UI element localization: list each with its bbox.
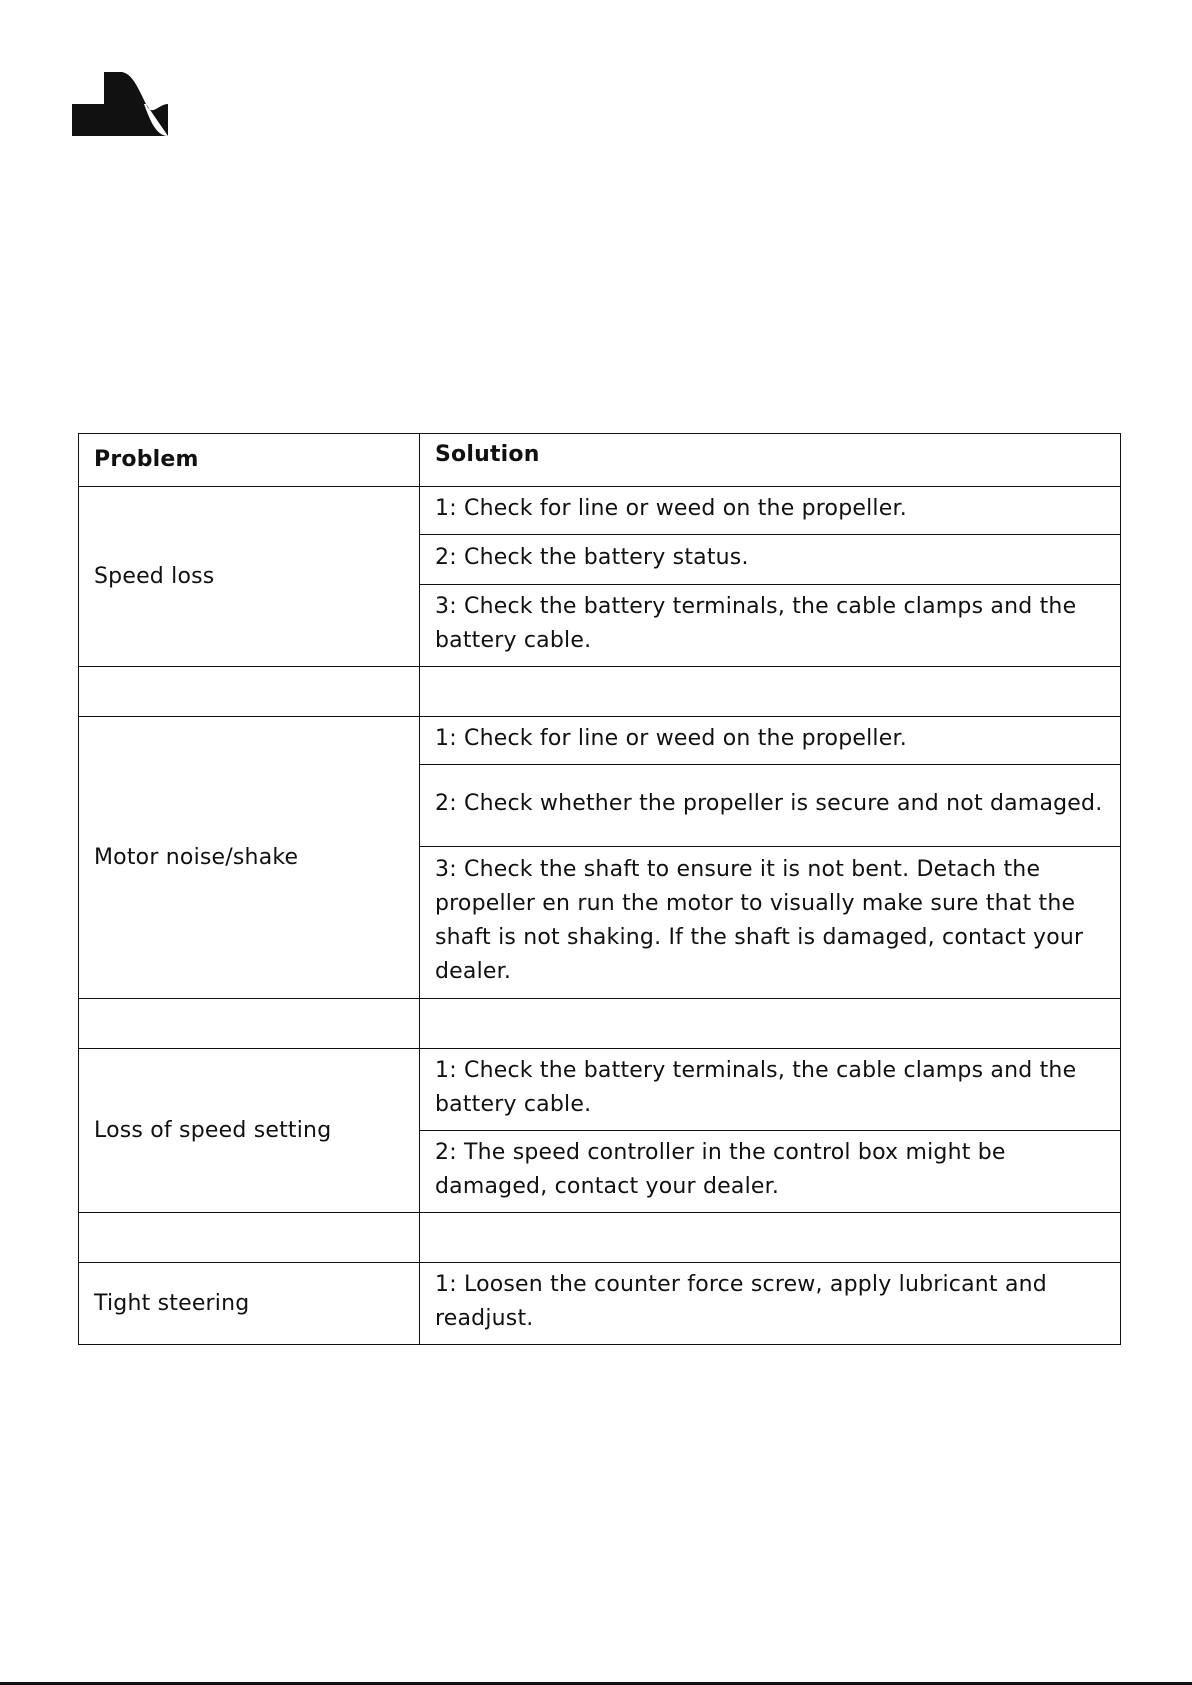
troubleshooting-table bbox=[78, 433, 1121, 1345]
solution-cell: 1: Check the battery terminals, the cable clamps and the battery cable. bbox=[420, 1049, 1121, 1131]
empty-row bbox=[79, 1213, 1121, 1263]
solution-cell: 3: Check the shaft to ensure it is not bent. Detach the propeller en run the motor to visually make sure that the shaft is not shaking. If the shaft is damaged, contact your dealer. bbox=[420, 847, 1121, 999]
empty-cell bbox=[79, 1213, 420, 1263]
table-row bbox=[79, 1263, 1121, 1345]
problem-cell: Loss of speed setting bbox=[79, 1049, 420, 1213]
solution-cell: 1: Check for line or weed on the propeller. bbox=[420, 717, 1121, 765]
empty-cell bbox=[420, 667, 1121, 717]
empty-cell bbox=[79, 999, 420, 1049]
table-row bbox=[79, 1049, 1121, 1131]
table-row bbox=[79, 717, 1121, 765]
empty-cell bbox=[79, 667, 420, 717]
empty-row bbox=[79, 999, 1121, 1049]
solution-cell: 1: Check for line or weed on the propeller. bbox=[420, 487, 1121, 535]
solution-cell: 2: The speed controller in the control box might be damaged, contact your dealer. bbox=[420, 1131, 1121, 1213]
problem-column-header: Problem bbox=[79, 434, 420, 487]
solution-column-header: Solution bbox=[420, 434, 1121, 487]
solution-cell: 3: Check the battery terminals, the cable clamps and the battery cable. bbox=[420, 585, 1121, 667]
brand-logo-icon bbox=[72, 72, 168, 136]
solution-cell: 2: Check whether the propeller is secure and not damaged. bbox=[420, 765, 1121, 847]
table-row bbox=[79, 487, 1121, 535]
empty-row bbox=[79, 667, 1121, 717]
solution-cell: 2: Check the battery status. bbox=[420, 535, 1121, 585]
solution-cell: 1: Loosen the counter force screw, apply lubricant and readjust. bbox=[420, 1263, 1121, 1345]
problem-cell: Speed loss bbox=[79, 487, 420, 667]
empty-cell bbox=[420, 1213, 1121, 1263]
table-header-row bbox=[79, 434, 1121, 487]
problem-cell: Motor noise/shake bbox=[79, 717, 420, 999]
problem-cell: Tight steering bbox=[79, 1263, 420, 1345]
empty-cell bbox=[420, 999, 1121, 1049]
